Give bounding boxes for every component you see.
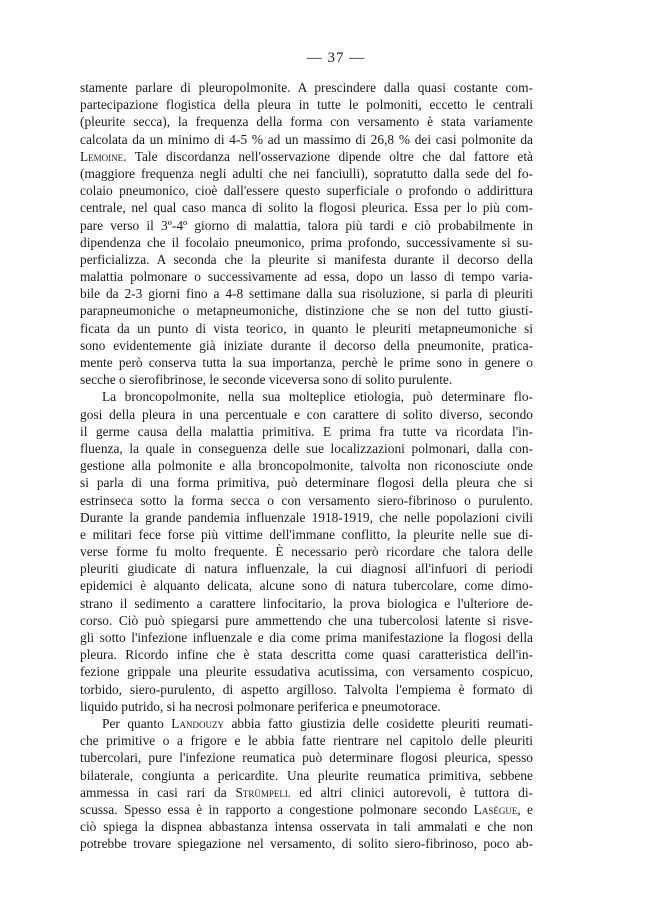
text-line: parapneumoniche o metapneumoniche, distinzione che se non del tutto giusti-	[80, 303, 533, 319]
text-line: pleura. Ricordo infine che è stata descritta come quasi caratteristica dell'in-	[80, 647, 533, 663]
text-line: torbido, siero-purulento, di aspetto argilloso. Talvolta l'empiema è formato di	[80, 681, 533, 697]
text-line: bile da 2-3 giorni fino a 4-8 settimane dalla sua risoluzione, si parla di pleuriti	[80, 286, 533, 302]
text-line: (maggiore frequenza negli adulti che nei fanciulli), sopratutto dalla sede del fo-	[80, 165, 533, 181]
text-line: Lemoine. Tale discordanza nell'osservazione dipende oltre che dal fattore età	[80, 148, 533, 164]
text-line: partecipazione flogistica della pleura in tutte le polmoniti, eccetto le centrali	[80, 97, 533, 113]
text-line: (pleurite secca), la frequenza della forma con versamento è stata variamente	[80, 114, 533, 130]
author-name: Strümpell	[235, 784, 291, 800]
text-line: fezione grippale una pleurite essudativa acutissima, con versamento cospicuo,	[80, 664, 533, 680]
text-line: stamente parlare di pleuropolmonite. A prescindere dalla quasi costante com-	[80, 80, 533, 95]
text-line: colaio pneumonico, cioè dall'essere questo superficiale o profondo o addirittura	[80, 183, 533, 199]
text-line: pleuriti giudicate di natura influenzale, la cui diagnosi all'infuori di periodi	[80, 561, 533, 577]
author-name: Lemoine	[80, 148, 124, 164]
text-line: scussa. Spesso essa è in rapporto a congestione polmonare secondo Lasègue, e	[80, 801, 533, 817]
text-line: Durante la grande pandemia influenzale 1918-1919, che nelle popolazioni civili	[80, 509, 533, 525]
paragraph-last-line: liquido putrido, si ha necrosi polmonare periferica e pneumotorace.	[80, 698, 441, 714]
text-line: e militari fece forse più vittime dell'immane conflitto, la pleurite nelle sue di-	[80, 526, 533, 542]
text-line: sono evidentemente già iniziate durante il decorso della pneumonite, pratica-	[80, 337, 533, 353]
text-line: si parla di una forma primitiva, può determinare flogosi della pleura che si	[80, 475, 533, 491]
text-line: gosi della pleura in una percentuale e con carattere di solito diverso, secondo	[80, 406, 533, 422]
text-line: verse forme fu molto frequente. È necessario però ricordare che talora delle	[80, 544, 533, 560]
text-line: perficializza. A seconda che la pleurite si manifesta durante il decorso della	[80, 251, 533, 267]
text-line: pare verso il 3º-4º giorno di malattia, talora più tardi e ciò probabilmente in	[80, 217, 533, 233]
text-line: potrebbe trovare spiegazione nel versamento, di solito siero-fibrinoso, poco ab-	[80, 836, 533, 852]
text-line: corso. Ciò può spiegarsi pure ammettendo che una tubercolosi latente si risve-	[80, 612, 533, 628]
paragraph-last-line: secche o sierofibrinose, le seconde viceversa sono di solito purulente.	[80, 372, 453, 388]
text-line: centrale, nel qual caso manca di solito la flogosi pleurica. Essa per lo più com-	[80, 200, 533, 216]
text-line: il germe causa della malattia primitiva. E prima fra tutte va ricordata l'in-	[80, 423, 533, 439]
text-line: mente però conserva tutta la sua importanza, perchè le prime sono in genere o	[80, 355, 533, 370]
author-name: Landouzy	[171, 715, 224, 731]
text-line: dipendenza che il focolaio pneumonico, prima profondo, successivamente si su-	[80, 234, 533, 250]
author-name: Lasègue	[473, 801, 518, 817]
text-line: malattia polmonare o successivamente ad essa, dopo un lasso di tempo varia-	[80, 269, 533, 285]
text-line: tubercolari, pure l'infezione reumatica può determinare flogosi pleurica, spesso	[80, 750, 533, 766]
page-number: — 37 —	[306, 50, 366, 66]
text-line: ammessa in casi rari da Strümpell ed altri clinici autorevoli, è tuttora di-	[80, 784, 533, 800]
text-line: fluenza, la quale in conseguenza delle sue localizzazioni polmonari, dalla con-	[80, 440, 533, 456]
text-line: epidemici è alquanto delicata, alcune sono di natura tubercolare, come dimo-	[80, 578, 533, 594]
body-text	[80, 79, 533, 852]
paragraph-first-line: Per quanto Landouzy abbia fatto giustizia delle cosidette pleuriti reumati-	[102, 715, 533, 731]
text-line: gestione alla polmonite e alla broncopolmonite, talvolta non riconosciute onde	[80, 458, 533, 474]
text-line: bilaterale, congiunta a pericardite. Una pleurite reumatica primitiva, sebbene	[80, 767, 533, 783]
paragraph-first-line: La broncopolmonite, nella sua molteplice etiologia, può determinare flo-	[102, 389, 533, 405]
text-line: strano il sedimento a carattere linfocitario, la prova biologica e l'ulteriore de-	[80, 595, 533, 611]
text-line: calcolata da un minimo di 4-5 % ad un massimo di 26,8 % dei casi polmonite da	[80, 131, 533, 147]
text-line: ciò spiega la dispnea abbastanza intensa osservata in tali ammalati e che non	[80, 819, 533, 835]
text-line: ficata da un punto di vista teorico, in quanto le pleuriti metapneumoniche si	[80, 320, 533, 336]
text-line: che primitive o a frigore e le abbia fatte rientrare nel capitolo delle pleuriti	[80, 733, 533, 749]
text-line: gli sotto l'infezione influenzale e dia come prima manifestazione la flogosi della	[80, 630, 533, 645]
text-line: estrinseca sotto la forma secca o con versamento siero-fibrinoso o purulento.	[80, 492, 533, 508]
